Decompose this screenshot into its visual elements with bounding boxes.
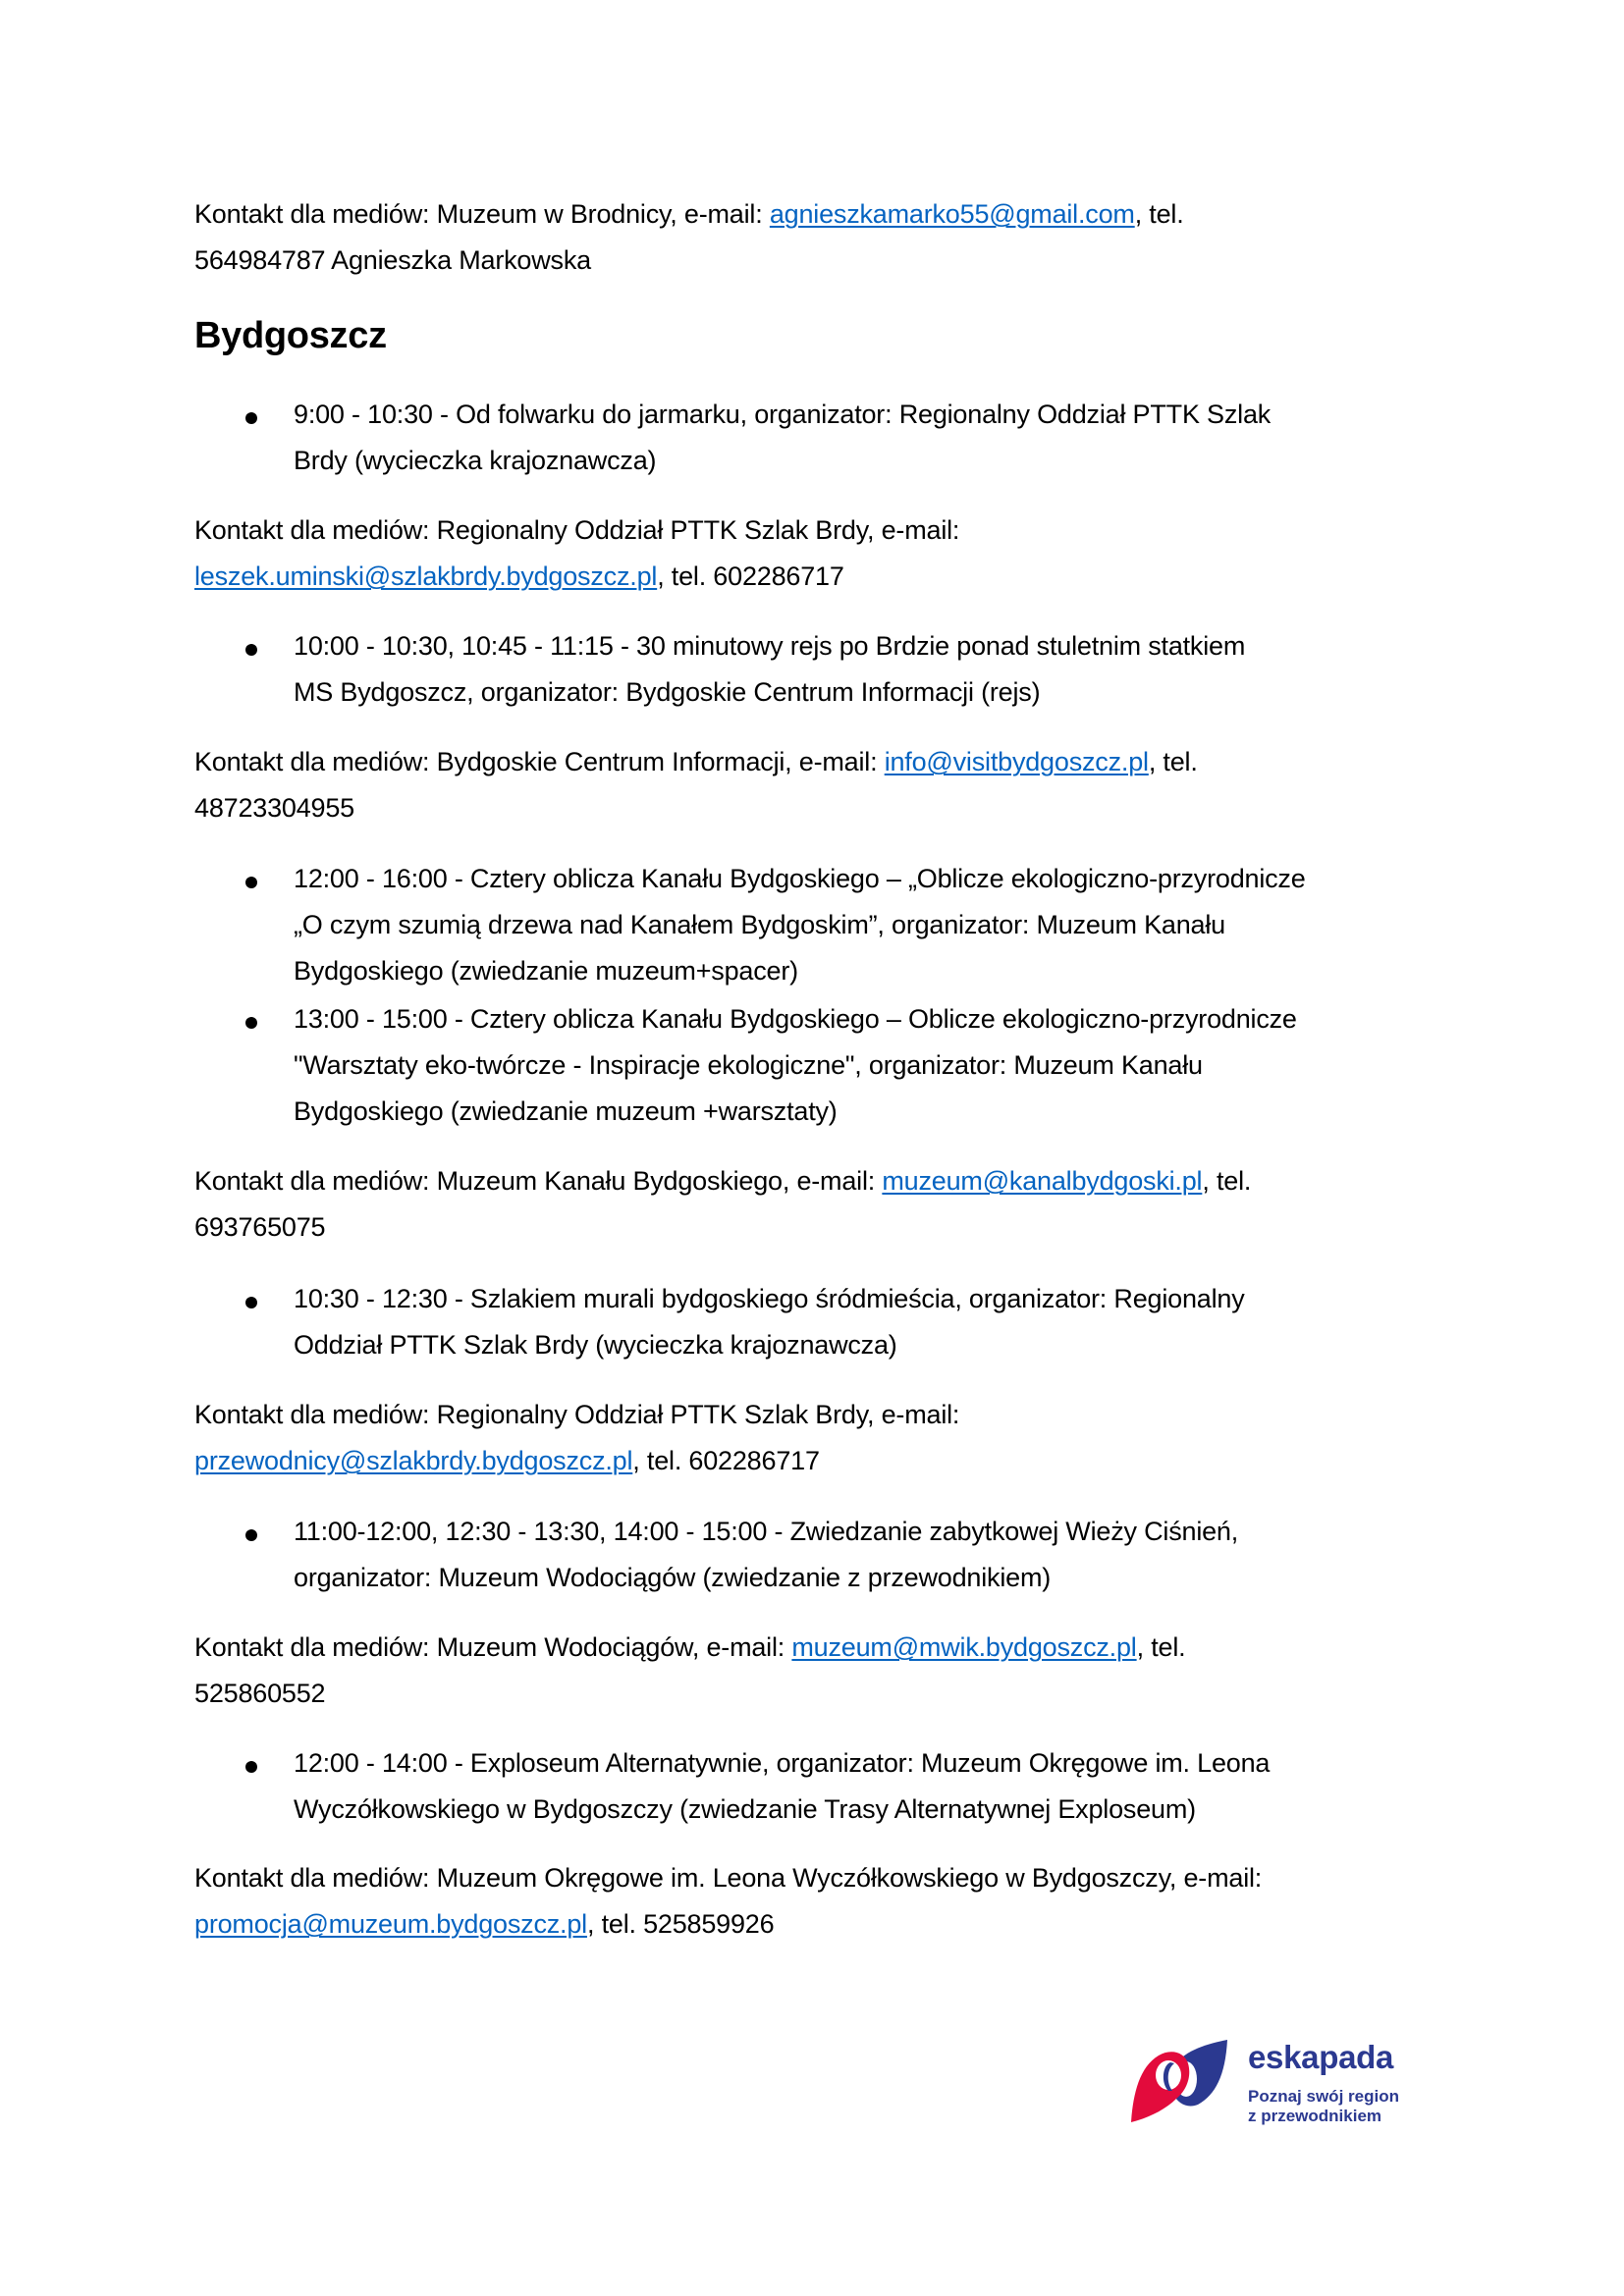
eskapada-logo-mark-icon: [1129, 2036, 1231, 2126]
intro-contact-prefix: Kontakt dla mediów: Muzeum w Brodnicy, e-mail:: [194, 199, 770, 229]
contact-3-line-1: [194, 1166, 1251, 1196]
bullet-icon: [245, 644, 257, 656]
contact-3-line-2: 693765075: [194, 1212, 326, 1242]
contact-3-email-link[interactable]: muzeum@kanalbydgoski.pl: [882, 1166, 1203, 1196]
contact-6-email-link[interactable]: promocja@muzeum.bydgoszcz.pl: [194, 1909, 587, 1939]
contact-2-suffix: , tel.: [1148, 747, 1198, 776]
intro-contact-line-2: 564984787 Agnieszka Markowska: [194, 245, 591, 275]
contact-6-line-2: [194, 1909, 774, 1939]
event-4-line-1: 13:00 - 15:00 - Cztery oblicza Kanału Bydgoskiego – Oblicze ekologiczno-przyrodnicze: [294, 1004, 1297, 1034]
contact-2-email-link[interactable]: info@visitbydgoszcz.pl: [884, 747, 1149, 776]
contact-1-line-1: Kontakt dla mediów: Regionalny Oddział PTTK Szlak Brdy, e-mail:: [194, 515, 960, 545]
bullet-icon: [245, 877, 257, 888]
contact-5-suffix: , tel.: [1136, 1632, 1186, 1662]
bullet-icon: [245, 1761, 257, 1773]
contact-4-phone: , tel. 602286717: [632, 1446, 820, 1475]
event-3-line-3: Bydgoskiego (zwiedzanie muzeum+spacer): [294, 956, 798, 986]
contact-3-suffix: , tel.: [1202, 1166, 1252, 1196]
event-6-line-1: 11:00-12:00, 12:30 - 13:30, 14:00 - 15:00 - Zwiedzanie zabytkowej Wieży Ciśnień,: [294, 1517, 1239, 1546]
event-1-line-2: Brdy (wycieczka krajoznawcza): [294, 446, 657, 475]
logo-name: eskapada: [1248, 2039, 1394, 2075]
event-2-line-1: 10:00 - 10:30, 10:45 - 11:15 - 30 minutowy rejs po Brdzie ponad stuletnim statkiem: [294, 631, 1246, 661]
event-7-line-2: Wyczółkowskiego w Bydgoszczy (zwiedzanie Trasy Alternatywnej Exploseum): [294, 1794, 1196, 1824]
event-3-line-1: 12:00 - 16:00 - Cztery oblicza Kanału Bydgoskiego – „Oblicze ekologiczno-przyrodnicze: [294, 864, 1306, 893]
event-7-line-1: 12:00 - 14:00 - Exploseum Alternatywnie, organizator: Muzeum Okręgowe im. Leona: [294, 1748, 1271, 1778]
contact-5-line-1: [194, 1632, 1185, 1662]
bullet-icon: [245, 1297, 257, 1308]
logo-tagline-line-1: Poznaj swój region: [1248, 2087, 1399, 2106]
event-4-line-3: Bydgoskiego (zwiedzanie muzeum +warsztaty): [294, 1096, 838, 1126]
eskapada-logo: [1129, 2036, 1424, 2129]
contact-6-phone: , tel. 525859926: [586, 1909, 775, 1939]
event-2-line-2: MS Bydgoszcz, organizator: Bydgoskie Centrum Informacji (rejs): [294, 677, 1041, 707]
intro-contact-suffix: , tel.: [1134, 199, 1184, 229]
intro-contact-line-1: [194, 199, 1184, 229]
bullet-icon: [245, 1017, 257, 1029]
intro-contact-email-link[interactable]: agnieszkamarko55@gmail.com: [769, 199, 1135, 229]
event-5-line-2: Oddział PTTK Szlak Brdy (wycieczka krajoznawcza): [294, 1330, 897, 1360]
contact-5-line-2: 525860552: [194, 1679, 326, 1708]
event-6-line-2: organizator: Muzeum Wodociągów (zwiedzanie z przewodnikiem): [294, 1563, 1052, 1592]
contact-2-line-2: 48723304955: [194, 793, 354, 823]
contact-4-line-2: [194, 1446, 820, 1475]
contact-5-email-link[interactable]: muzeum@mwik.bydgoszcz.pl: [791, 1632, 1137, 1662]
event-4-line-2: "Warsztaty eko-twórcze - Inspiracje ekologiczne", organizator: Muzeum Kanału: [294, 1050, 1203, 1080]
event-3-line-2: „O czym szumią drzewa nad Kanałem Bydgoskim”, organizator: Muzeum Kanału: [294, 910, 1225, 939]
contact-2-line-1: [194, 747, 1198, 776]
bullet-icon: [245, 1529, 257, 1541]
bullet-icon: [245, 412, 257, 424]
event-1-line-1: 9:00 - 10:30 - Od folwarku do jarmarku, organizator: Regionalny Oddział PTTK Szlak: [294, 400, 1272, 429]
contact-3-prefix: Kontakt dla mediów: Muzeum Kanału Bydgoskiego, e-mail:: [194, 1166, 883, 1196]
contact-6-line-1: Kontakt dla mediów: Muzeum Okręgowe im. Leona Wyczółkowskiego w Bydgoszczy, e-mail:: [194, 1863, 1263, 1893]
section-heading: Bydgoszcz: [194, 315, 387, 356]
logo-tagline-line-2: z przewodnikiem: [1248, 2107, 1382, 2125]
contact-1-line-2: [194, 561, 844, 591]
contact-1-email-link[interactable]: leszek.uminski@szlakbrdy.bydgoszcz.pl: [194, 561, 658, 591]
event-5-line-1: 10:30 - 12:30 - Szlakiem murali bydgoskiego śródmieścia, organizator: Regionalny: [294, 1284, 1245, 1313]
contact-4-email-link[interactable]: przewodnicy@szlakbrdy.bydgoszcz.pl: [194, 1446, 633, 1475]
contact-4-line-1: Kontakt dla mediów: Regionalny Oddział PTTK Szlak Brdy, e-mail:: [194, 1400, 960, 1429]
contact-1-phone: , tel. 602286717: [657, 561, 844, 591]
contact-2-prefix: Kontakt dla mediów: Bydgoskie Centrum Informacji, e-mail:: [194, 747, 885, 776]
contact-5-prefix: Kontakt dla mediów: Muzeum Wodociągów, e-mail:: [194, 1632, 792, 1662]
